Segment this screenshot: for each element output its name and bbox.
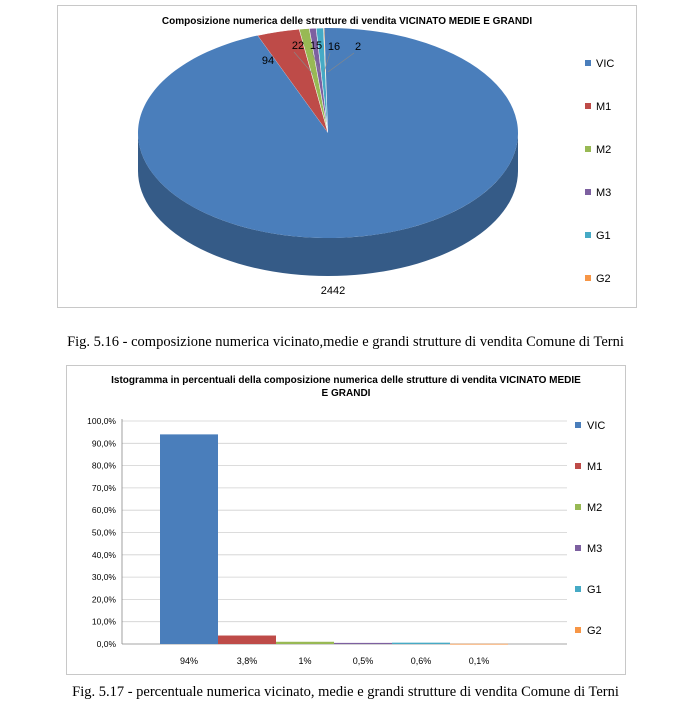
pie-chart [58, 6, 636, 307]
bar-legend-label-m2: M2 [587, 502, 603, 514]
bar-y-tick-label: 60,0% [91, 505, 116, 516]
pie-legend-swatch-g1 [585, 232, 591, 238]
bar-y-tick-label: 40,0% [91, 549, 116, 560]
pie-legend-label-m3: M3 [596, 187, 612, 199]
bar-m1 [218, 636, 276, 644]
bar-m3 [334, 643, 392, 644]
pie-legend-swatch-m1 [585, 103, 591, 109]
bar-legend-swatch-g2 [575, 627, 581, 633]
pie-legend-swatch-vic [585, 60, 591, 66]
pie-data-label-vic: 2442 [320, 285, 346, 297]
bar-chart [67, 366, 625, 674]
bar-g2 [450, 644, 508, 645]
figure-5-16-caption: Fig. 5.16 - composizione numerica vicinato,medie e grandi strutture di vendita Comune di Terni [67, 334, 624, 350]
pie-chart-panel [57, 5, 637, 308]
bar-chart-panel [66, 365, 626, 675]
pie-legend-label-g2: G2 [596, 273, 611, 285]
pie-data-label-g2: 2 [354, 41, 362, 53]
bar-x-tick-label: 1% [298, 656, 312, 666]
bar-y-tick-label: 100,0% [87, 416, 116, 426]
pie-legend-label-m1: M1 [596, 101, 612, 113]
pie-legend-swatch-m2 [585, 146, 591, 152]
bar-legend-label-m3: M3 [587, 543, 603, 555]
bar-y-tick-label: 80,0% [91, 460, 116, 471]
pie-data-label-g1: 16 [327, 41, 341, 53]
pie-data-label-m3: 15 [309, 40, 323, 52]
pie-chart-title: Composizione numerica delle strutture di vendita VICINATO MEDIE E GRANDI [161, 16, 533, 27]
bar-x-tick-label: 0,5% [352, 656, 374, 666]
pie-legend-swatch-g2 [585, 275, 591, 281]
bar-legend-swatch-g1 [575, 586, 581, 592]
pie-data-label-m1: 94 [261, 55, 275, 67]
bar-legend-label-g2: G2 [587, 625, 602, 637]
bar-m2 [276, 642, 334, 644]
pie-legend-label-g1: G1 [596, 230, 611, 242]
bar-y-tick-label: 50,0% [91, 527, 116, 538]
figure-5-17-caption: Fig. 5.17 - percentuale numerica vicinato, medie e grandi strutture di vendita Comune di Terni [72, 684, 619, 700]
bar-y-tick-label: 90,0% [91, 438, 116, 449]
bar-x-tick-label: 0,1% [468, 656, 490, 666]
bar-legend-swatch-m3 [575, 545, 581, 551]
pie-legend-label-vic: VIC [596, 58, 615, 70]
bar-x-tick-label: 94% [179, 656, 199, 666]
bar-y-tick-label: 0,0% [96, 639, 116, 649]
bar-legend-swatch-vic [575, 422, 581, 428]
bar-legend-swatch-m1 [575, 463, 581, 469]
bar-legend-label-vic: VIC [587, 420, 606, 432]
bar-y-tick-label: 70,0% [91, 482, 116, 493]
bar-legend-label-g1: G1 [587, 584, 602, 596]
bar-legend-swatch-m2 [575, 504, 581, 510]
pie-legend-label-m2: M2 [596, 144, 612, 156]
bar-x-tick-label: 3,8% [236, 656, 258, 666]
bar-y-tick-label: 10,0% [91, 616, 116, 627]
bar-g1 [392, 643, 450, 644]
bar-chart-title: Istogramma in percentuali della composizione numerica delle strutture di vendita VICINATO MEDIE E GRANDI [111, 375, 581, 399]
bar-y-tick-label: 20,0% [91, 594, 116, 605]
pie-data-label-m2: 22 [291, 40, 305, 52]
bar-y-tick-label: 30,0% [91, 572, 116, 583]
pie-legend-swatch-m3 [585, 189, 591, 195]
bar-vic [160, 434, 218, 644]
bar-x-tick-label: 0,6% [410, 656, 432, 666]
bar-legend-label-m1: M1 [587, 461, 603, 473]
